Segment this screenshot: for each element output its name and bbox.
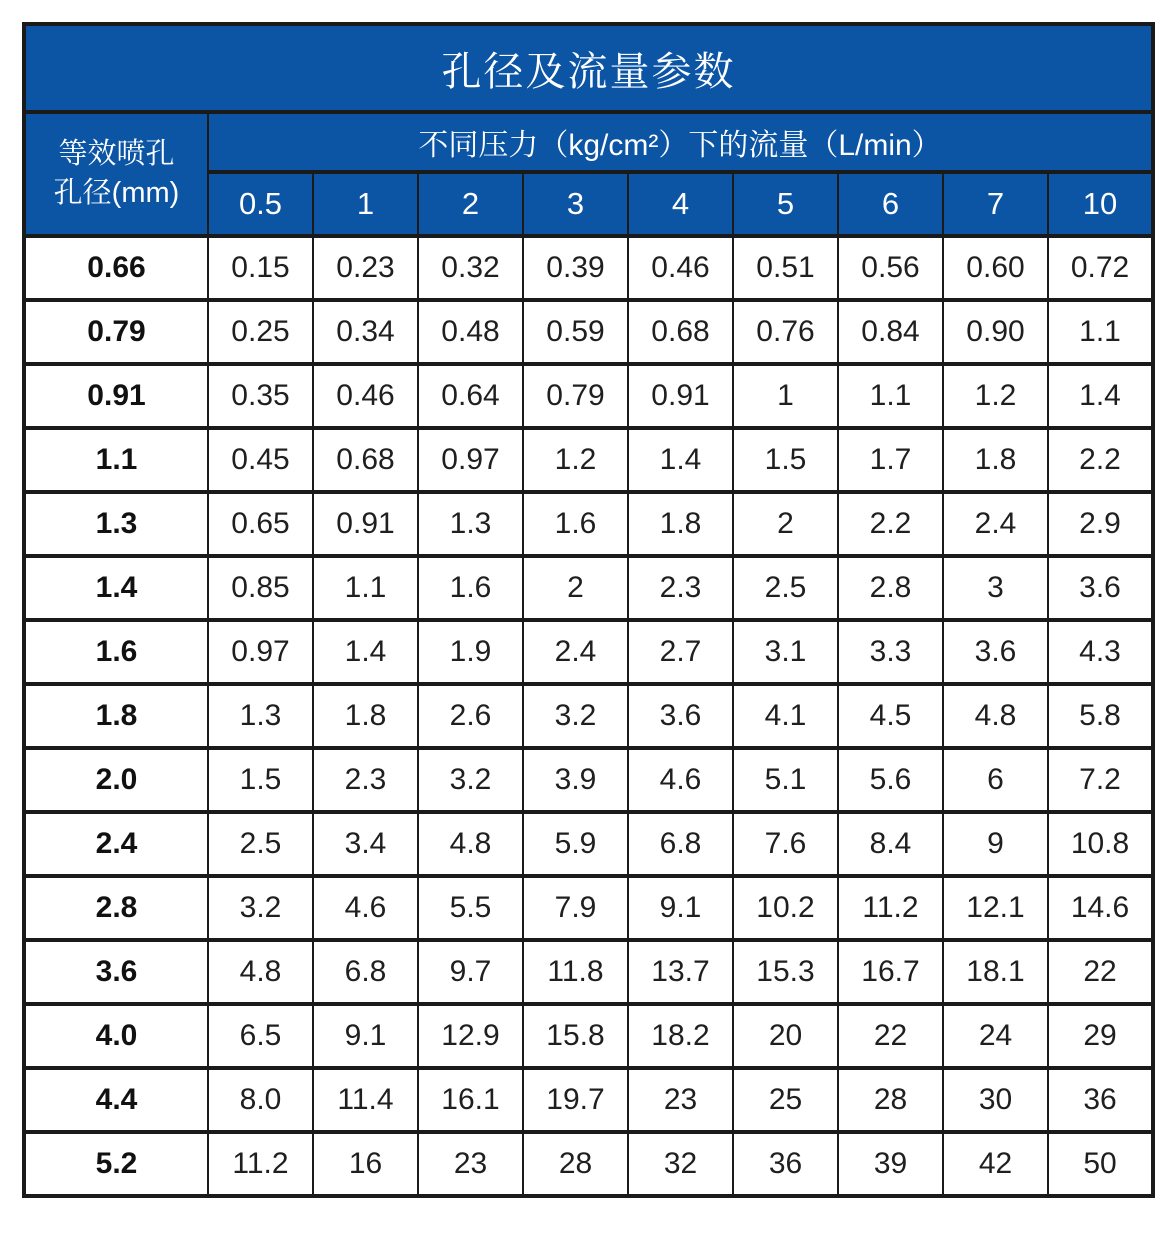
- table-row: [24, 684, 1153, 748]
- flow-cell: 2: [523, 556, 628, 620]
- flow-cell: 1.8: [943, 428, 1048, 492]
- diameter-cell: 2.4: [24, 812, 208, 876]
- flow-cell: 2.6: [418, 684, 523, 748]
- flow-cell: 1.9: [418, 620, 523, 684]
- pressure-column-header: 3: [523, 172, 628, 236]
- table-row: [24, 428, 1153, 492]
- table-row: [24, 492, 1153, 556]
- flow-cell: 30: [943, 1068, 1048, 1132]
- pressure-column-header: 4: [628, 172, 733, 236]
- flow-cell: 0.72: [1048, 236, 1153, 300]
- flow-cell: 24: [943, 1004, 1048, 1068]
- table-row: [24, 236, 1153, 300]
- table-body: [24, 236, 1153, 1196]
- flow-cell: 0.35: [208, 364, 313, 428]
- flow-cell: 16.1: [418, 1068, 523, 1132]
- flow-cell: 2.5: [733, 556, 838, 620]
- flow-cell: 25: [733, 1068, 838, 1132]
- flow-cell: 32: [628, 1132, 733, 1196]
- flow-cell: 1.2: [523, 428, 628, 492]
- flow-cell: 2.4: [943, 492, 1048, 556]
- flow-cell: 3.2: [208, 876, 313, 940]
- flow-cell: 1.2: [943, 364, 1048, 428]
- row-header-cell: [24, 112, 208, 236]
- flow-cell: 0.68: [628, 300, 733, 364]
- flow-cell: 3.6: [1048, 556, 1153, 620]
- flow-cell: 2.5: [208, 812, 313, 876]
- flow-cell: 6: [943, 748, 1048, 812]
- flow-cell: 29: [1048, 1004, 1153, 1068]
- pressure-column-header: 10: [1048, 172, 1153, 236]
- flow-cell: 0.85: [208, 556, 313, 620]
- flow-cell: 11.2: [208, 1132, 313, 1196]
- flow-cell: 16.7: [838, 940, 943, 1004]
- flow-cell: 0.64: [418, 364, 523, 428]
- flow-cell: 3.6: [943, 620, 1048, 684]
- flow-cell: 4.6: [313, 876, 418, 940]
- flow-cell: 4.3: [1048, 620, 1153, 684]
- flow-cell: 2.4: [523, 620, 628, 684]
- diameter-cell: 2.8: [24, 876, 208, 940]
- flow-cell: 0.68: [313, 428, 418, 492]
- table-row: [24, 556, 1153, 620]
- flow-cell: 1.3: [418, 492, 523, 556]
- flow-cell: 2.2: [1048, 428, 1153, 492]
- flow-cell: 6.5: [208, 1004, 313, 1068]
- flow-cell: 0.32: [418, 236, 523, 300]
- table-row: [24, 1068, 1153, 1132]
- flow-cell: 1.1: [1048, 300, 1153, 364]
- flow-cell: 28: [523, 1132, 628, 1196]
- flow-cell: 0.97: [208, 620, 313, 684]
- table-row: [24, 300, 1153, 364]
- table-title: 孔径及流量参数: [24, 24, 1153, 112]
- flow-cell: 39: [838, 1132, 943, 1196]
- diameter-cell: 4.0: [24, 1004, 208, 1068]
- flow-cell: 0.91: [313, 492, 418, 556]
- pressure-column-header: 7: [943, 172, 1048, 236]
- flow-cell: 36: [733, 1132, 838, 1196]
- flow-cell: 3.2: [418, 748, 523, 812]
- table-row: [24, 812, 1153, 876]
- table-row: [24, 1132, 1153, 1196]
- flow-cell: 36: [1048, 1068, 1153, 1132]
- flow-cell: 42: [943, 1132, 1048, 1196]
- flow-cell: 0.51: [733, 236, 838, 300]
- diameter-cell: 0.91: [24, 364, 208, 428]
- flow-cell: 7.9: [523, 876, 628, 940]
- flow-cell: 2.7: [628, 620, 733, 684]
- flow-cell: 2.2: [838, 492, 943, 556]
- flow-cell: 6.8: [628, 812, 733, 876]
- flow-cell: 23: [628, 1068, 733, 1132]
- flow-cell: 4.6: [628, 748, 733, 812]
- diameter-cell: 0.79: [24, 300, 208, 364]
- table-row: [24, 620, 1153, 684]
- flow-cell: 0.84: [838, 300, 943, 364]
- flow-cell: 3: [943, 556, 1048, 620]
- flow-cell: 1.4: [313, 620, 418, 684]
- flow-cell: 0.56: [838, 236, 943, 300]
- flow-cell: 0.46: [313, 364, 418, 428]
- flow-cell: 2.3: [628, 556, 733, 620]
- flow-cell: 1.4: [1048, 364, 1153, 428]
- flow-cell: 10.2: [733, 876, 838, 940]
- flow-cell: 28: [838, 1068, 943, 1132]
- title-row: [24, 24, 1153, 112]
- pressure-column-header: 5: [733, 172, 838, 236]
- flow-cell: 1: [733, 364, 838, 428]
- flow-cell: 3.1: [733, 620, 838, 684]
- flow-cell: 12.1: [943, 876, 1048, 940]
- flow-cell: 0.59: [523, 300, 628, 364]
- diameter-cell: 1.3: [24, 492, 208, 556]
- flow-cell: 5.6: [838, 748, 943, 812]
- pressure-group-header: 不同压力（kg/cm²）下的流量（L/min）: [208, 112, 1153, 172]
- flow-cell: 1.3: [208, 684, 313, 748]
- group-header-row: [24, 112, 1153, 172]
- pressure-column-header: 6: [838, 172, 943, 236]
- diameter-cell: 0.66: [24, 236, 208, 300]
- flow-cell: 0.45: [208, 428, 313, 492]
- diameter-cell: 1.6: [24, 620, 208, 684]
- flow-cell: 1.7: [838, 428, 943, 492]
- flow-cell: 15.3: [733, 940, 838, 1004]
- flow-cell: 8.4: [838, 812, 943, 876]
- diameter-cell: 3.6: [24, 940, 208, 1004]
- flow-cell: 4.8: [208, 940, 313, 1004]
- flow-cell: 22: [1048, 940, 1153, 1004]
- table-row: [24, 1004, 1153, 1068]
- pressure-column-header: 2: [418, 172, 523, 236]
- flow-cell: 2.9: [1048, 492, 1153, 556]
- table-row: [24, 748, 1153, 812]
- flow-cell: 1.4: [628, 428, 733, 492]
- flow-cell: 0.97: [418, 428, 523, 492]
- flow-cell: 3.2: [523, 684, 628, 748]
- flow-cell: 7.2: [1048, 748, 1153, 812]
- flow-cell: 18.2: [628, 1004, 733, 1068]
- flow-cell: 1.1: [313, 556, 418, 620]
- diameter-cell: 2.0: [24, 748, 208, 812]
- flow-cell: 1.5: [208, 748, 313, 812]
- flow-cell: 3.6: [628, 684, 733, 748]
- flow-cell: 0.25: [208, 300, 313, 364]
- flow-cell: 22: [838, 1004, 943, 1068]
- flow-cell: 4.8: [418, 812, 523, 876]
- flow-cell: 20: [733, 1004, 838, 1068]
- flow-cell: 1.6: [418, 556, 523, 620]
- flow-cell: 11.2: [838, 876, 943, 940]
- table-row: [24, 876, 1153, 940]
- flow-cell: 0.46: [628, 236, 733, 300]
- flow-cell: 2: [733, 492, 838, 556]
- diameter-cell: 1.8: [24, 684, 208, 748]
- table-row: [24, 364, 1153, 428]
- pressure-column-header: 1: [313, 172, 418, 236]
- diameter-cell: 1.1: [24, 428, 208, 492]
- flow-cell: 0.79: [523, 364, 628, 428]
- flow-cell: 0.23: [313, 236, 418, 300]
- flow-cell: 0.91: [628, 364, 733, 428]
- flow-cell: 2.3: [313, 748, 418, 812]
- flow-cell: 5.1: [733, 748, 838, 812]
- flow-cell: 19.7: [523, 1068, 628, 1132]
- diameter-cell: 1.4: [24, 556, 208, 620]
- row-header-line1: 等效喷孔: [58, 137, 175, 170]
- flow-cell: 0.15: [208, 236, 313, 300]
- flow-cell: 5.5: [418, 876, 523, 940]
- diameter-cell: 5.2: [24, 1132, 208, 1196]
- flow-cell: 3.4: [313, 812, 418, 876]
- flow-cell: 18.1: [943, 940, 1048, 1004]
- flow-parameters-table: [22, 22, 1155, 1198]
- flow-cell: 5.8: [1048, 684, 1153, 748]
- flow-cell: 50: [1048, 1132, 1153, 1196]
- flow-cell: 0.34: [313, 300, 418, 364]
- flow-cell: 4.1: [733, 684, 838, 748]
- flow-cell: 14.6: [1048, 876, 1153, 940]
- flow-cell: 11.4: [313, 1068, 418, 1132]
- flow-cell: 9.1: [313, 1004, 418, 1068]
- flow-cell: 11.8: [523, 940, 628, 1004]
- flow-cell: 6.8: [313, 940, 418, 1004]
- flow-cell: 0.39: [523, 236, 628, 300]
- flow-cell: 4.5: [838, 684, 943, 748]
- flow-cell: 3.9: [523, 748, 628, 812]
- flow-cell: 2.8: [838, 556, 943, 620]
- diameter-cell: 4.4: [24, 1068, 208, 1132]
- flow-cell: 1.6: [523, 492, 628, 556]
- flow-cell: 10.8: [1048, 812, 1153, 876]
- flow-cell: 7.6: [733, 812, 838, 876]
- flow-cell: 15.8: [523, 1004, 628, 1068]
- flow-cell: 9.7: [418, 940, 523, 1004]
- flow-cell: 1.8: [628, 492, 733, 556]
- flow-cell: 1.8: [313, 684, 418, 748]
- flow-cell: 16: [313, 1132, 418, 1196]
- flow-cell: 8.0: [208, 1068, 313, 1132]
- flow-cell: 9: [943, 812, 1048, 876]
- flow-cell: 1.5: [733, 428, 838, 492]
- flow-cell: 0.48: [418, 300, 523, 364]
- table-row: [24, 940, 1153, 1004]
- flow-cell: 13.7: [628, 940, 733, 1004]
- flow-cell: 12.9: [418, 1004, 523, 1068]
- flow-cell: 0.65: [208, 492, 313, 556]
- flow-cell: 0.60: [943, 236, 1048, 300]
- pressure-column-header: 0.5: [208, 172, 313, 236]
- flow-cell: 9.1: [628, 876, 733, 940]
- flow-cell: 5.9: [523, 812, 628, 876]
- flow-cell: 23: [418, 1132, 523, 1196]
- flow-cell: 0.76: [733, 300, 838, 364]
- flow-cell: 0.90: [943, 300, 1048, 364]
- flow-cell: 1.1: [838, 364, 943, 428]
- flow-cell: 4.8: [943, 684, 1048, 748]
- row-header-line2: 孔径(mm): [53, 177, 180, 209]
- flow-cell: 3.3: [838, 620, 943, 684]
